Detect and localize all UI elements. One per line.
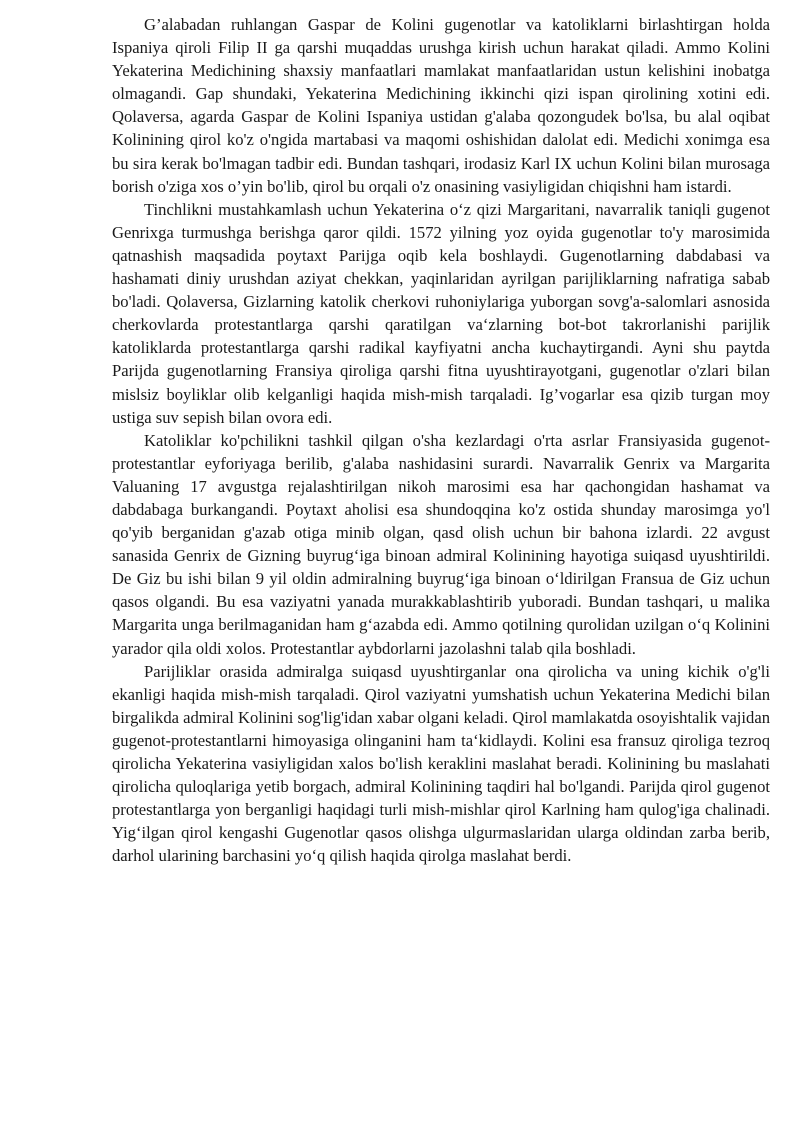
paragraph-1: G’alabadan ruhlangan Gaspar de Kolini gugenotlar va katoliklarni birlashtirgan holda Ispaniya qiroli Filip II ga qarshi muqaddas urushga kirish uchun harakat qiladi. Ammo Kolini Yekaterina Medichining shaxsiy manfaatlari mamlakat manfaatlaridan ustun kelishini inobatga olmagandi. Gap shundaki, Yekaterina Medichining ikkinchi qizi ispan qirolining xotini edi. Qolaversa, agarda Gaspar de Kolini Ispaniya ustidan g'alaba qozongudek bo'lsa, bu alal oqibat Kolinining qirol ko'z o'ngida martabasi va maqomi oshishidan dalolat edi. Medichi xonimga esa bu sira kerak bo'lmagan tadbir edi. Bundan tashqari, irodasiz Karl IX uchun Kolini bilan murosaga borish o'ziga xos o’yin bo'lib, qirol bu orqali o'z onasining vasiyligidan chiqishni ham istardi.	[112, 15, 770, 196]
paragraph-4: Parijliklar orasida admiralga suiqasd uyushtirganlar ona qirolicha va uning kichik o'g'li ekanligi haqida mish-mish tarqaladi. Qirol vaziyatni yumshatish uchun Yekaterina Medichi bilan birgalikda admiral Kolinini sog'lig'idan xabar olgani keladi. Qirol mamlakatda osoyishtalik vajidan gugenot-protestantlarni himoyasiga olinganini ham ta‘kidlaydi. Kolini esa fransuz qiroliga tezroq qirolicha Yekaterina vasiyligidan xalos bo'lish keraklini maslahat beradi. Kolinining bu maslahati qirolicha quloqlariga yetib borgach, admiral Kolinining taqdiri hal bo'lgandi. Parijda qirol gugenot protestantlarga yon berganligi haqidagi turli mish-mishlar qirol Karlning ham qulog'iga chalinadi. Yig‘ilgan qirol kengashi Gugenotlar qasos olishga ulgurmaslaridan ularga oldindan zarba berib, darhol ularining barchasini yo‘q qilish haqida qirolga maslahat berdi.	[112, 661, 770, 866]
paragraph-3: Katoliklar ko'pchilikni tashkil qilgan o'sha kezlardagi o'rta asrlar Fransiyasida gugenot-protestantlar eyforiyaga berilib, g'alaba nashidasini surardi. Navarralik Genrix va Margarita Valuaning 17 avgustga rejalashtirilgan nikoh marosimi esa har qachongidan hashamat va dabdabaga burkangandi. Poytaxt aholisi esa shundoqqina ko'z ostida shunday marosimga yo'l qo'yib berganidan g'azab otiga minib olgan, qasd olish uchun bir bahona izlardi. 22 avgust sanasida Genrix de Gizning buyrug‘iga binoan admiral Kolinining hayotiga suiqasd uyushtirildi. De Giz bu ishi bilan 9 yil oldin admiralning buyrug‘iga binoan o‘ldirilgan Fransua de Giz uchun qasos olgandi. Bu esa vaziyatni yanada murakkablashtirib yuboradi. Bundan tashqari, u malika Margarita unga berilmaganidan ham g‘azabda edi. Ammo qotilning qurolidan uzilgan o‘q Kolinini yarador qila oldi xolos. Protestantlar aybdorlarni jazolashni talab qila boshladi.	[112, 430, 770, 658]
paragraph-2: Tinchlikni mustahkamlash uchun Yekaterina o‘z qizi Margaritani, navarralik taniqli gugenot Genrixga turmushga berishga qaror qildi. 1572 yilning yoz oyida gugenotlar to'y marosimida qatnashish maqsadida poytaxt Parijga oqib kela boshlaydi. Gugenotlarning dabdabasi va hashamati diniy urushdan aziyat chekkan, yaqinlaridan ayrilgan parijliklarning nafratiga sabab bo'ladi. Qolaversa, Gizlarning katolik cherkovi ruhoniylariga yuborgan sovg'a-salomlari asnosida cherkovlarda protestantlarga qarshi qaratilgan va‘zlarning bot-bot takrorlanishi parijlik katoliklarda protestantlarga qarshi radikal kayfiyatni ancha kuchaytirgandi. Ayni shu paytda Parijda gugenotlarning Fransiya qiroliga qarshi fitna uyushtirayotgani, gugenotlar o'zlari bilan mislsiz boyliklar olib kelganligi haqida mish-mish tarqaladi. Ig’vogarlar esa qizib turgan moy ustiga suv sepish bilan ovora edi.	[112, 199, 770, 427]
document-page	[112, 13, 770, 867]
